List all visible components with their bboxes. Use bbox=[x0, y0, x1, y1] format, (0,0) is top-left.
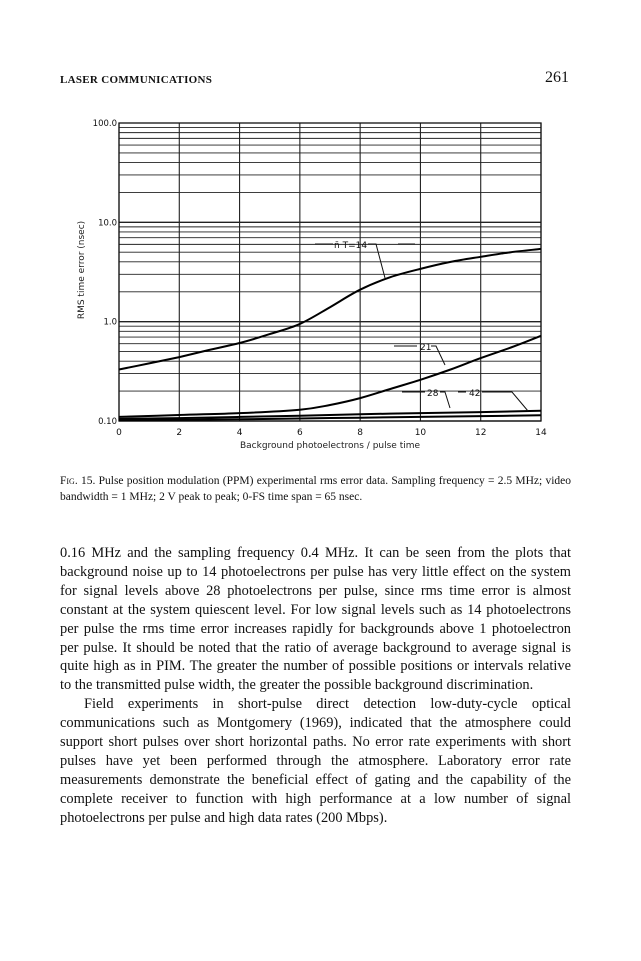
x-axis-label: Background photoelectrons / pulse time bbox=[239, 441, 421, 451]
page-number: 261 bbox=[545, 69, 569, 86]
curve-label-28: 28 bbox=[427, 389, 439, 399]
x-tick-label-4: 8 bbox=[357, 428, 364, 438]
curve-label-14: n̄ T=14 bbox=[334, 241, 368, 251]
curve-label-21: 21 bbox=[420, 343, 432, 353]
caption-text: Pulse position modulation (PPM) experimental rms error data. Sampling frequency = 2.5 MHz; video bandwidth = 1 MHz; 2 V peak to peak; 0-FS time span = 65 nsec. bbox=[60, 475, 571, 503]
leader-42 bbox=[482, 392, 528, 411]
x-tick-label-1: 2 bbox=[176, 428, 183, 438]
x-tick-label-0: 0 bbox=[116, 428, 122, 438]
y-tick-label-1: 1.0 bbox=[103, 317, 117, 328]
leader-28 bbox=[440, 392, 450, 408]
paragraph-2: Field experiments in short-pulse direct detection low-duty-cycle optical communications such as Montgomery (1969), indicated that the atmosphere could support short pulses over short horizontal paths. No error rate experiments with short pulses have yet been performed through the atmosphere. Laboratory error rate measurements demonstrate the beneficial effect of gating and the capability of the complete receiver to function with high performance at a low number of signal photoelectrons per pulse and high data rates (200 Mbps). bbox=[60, 696, 571, 826]
rms-error-chart bbox=[0, 0, 641, 470]
series-line-1 bbox=[119, 336, 541, 417]
y-tick-label-3: 100.0 bbox=[92, 119, 117, 129]
running-head: LASER COMMUNICATIONS bbox=[60, 74, 213, 86]
x-tick-label-5: 10 bbox=[414, 428, 427, 438]
body-text bbox=[60, 544, 571, 828]
leader-21 bbox=[431, 346, 445, 365]
y-tick-label-0: 0.10 bbox=[98, 417, 117, 427]
x-tick-label-3: 6 bbox=[296, 428, 303, 438]
x-tick-label-7: 14 bbox=[535, 428, 547, 438]
paragraph-1: 0.16 MHz and the sampling frequency 0.4 MHz. It can be seen from the plots that background noise up to 14 photoelectrons per pulse has very little effect on the system for signal levels above 28 photoelectrons per pulse, since rms time error is almost constant at the system quiescent level. For low signal levels such as 14 photoelectrons per pulse the rms time error increases rapidly for backgrounds above 1 photoelectron per pulse. It should be noted that the ratio of average background to average signal is quite high as in PIM. The greater the number of possible positions or intervals relative to the transmitted pulse width, the greater the possible background discrimination. bbox=[60, 545, 571, 694]
y-tick-label-2: 10.0 bbox=[98, 218, 117, 229]
figure-number: Fig. 15. bbox=[60, 475, 96, 487]
x-tick-label-6: 12 bbox=[474, 428, 487, 438]
x-tick-label-2: 4 bbox=[236, 428, 243, 438]
plot-frame bbox=[119, 123, 541, 421]
figure-caption bbox=[60, 473, 571, 505]
chart-grid bbox=[119, 123, 541, 421]
leader-14 bbox=[368, 244, 385, 278]
curve-label-42: 42 bbox=[469, 389, 481, 399]
y-axis-label: RMS time error (nsec) bbox=[77, 220, 87, 320]
